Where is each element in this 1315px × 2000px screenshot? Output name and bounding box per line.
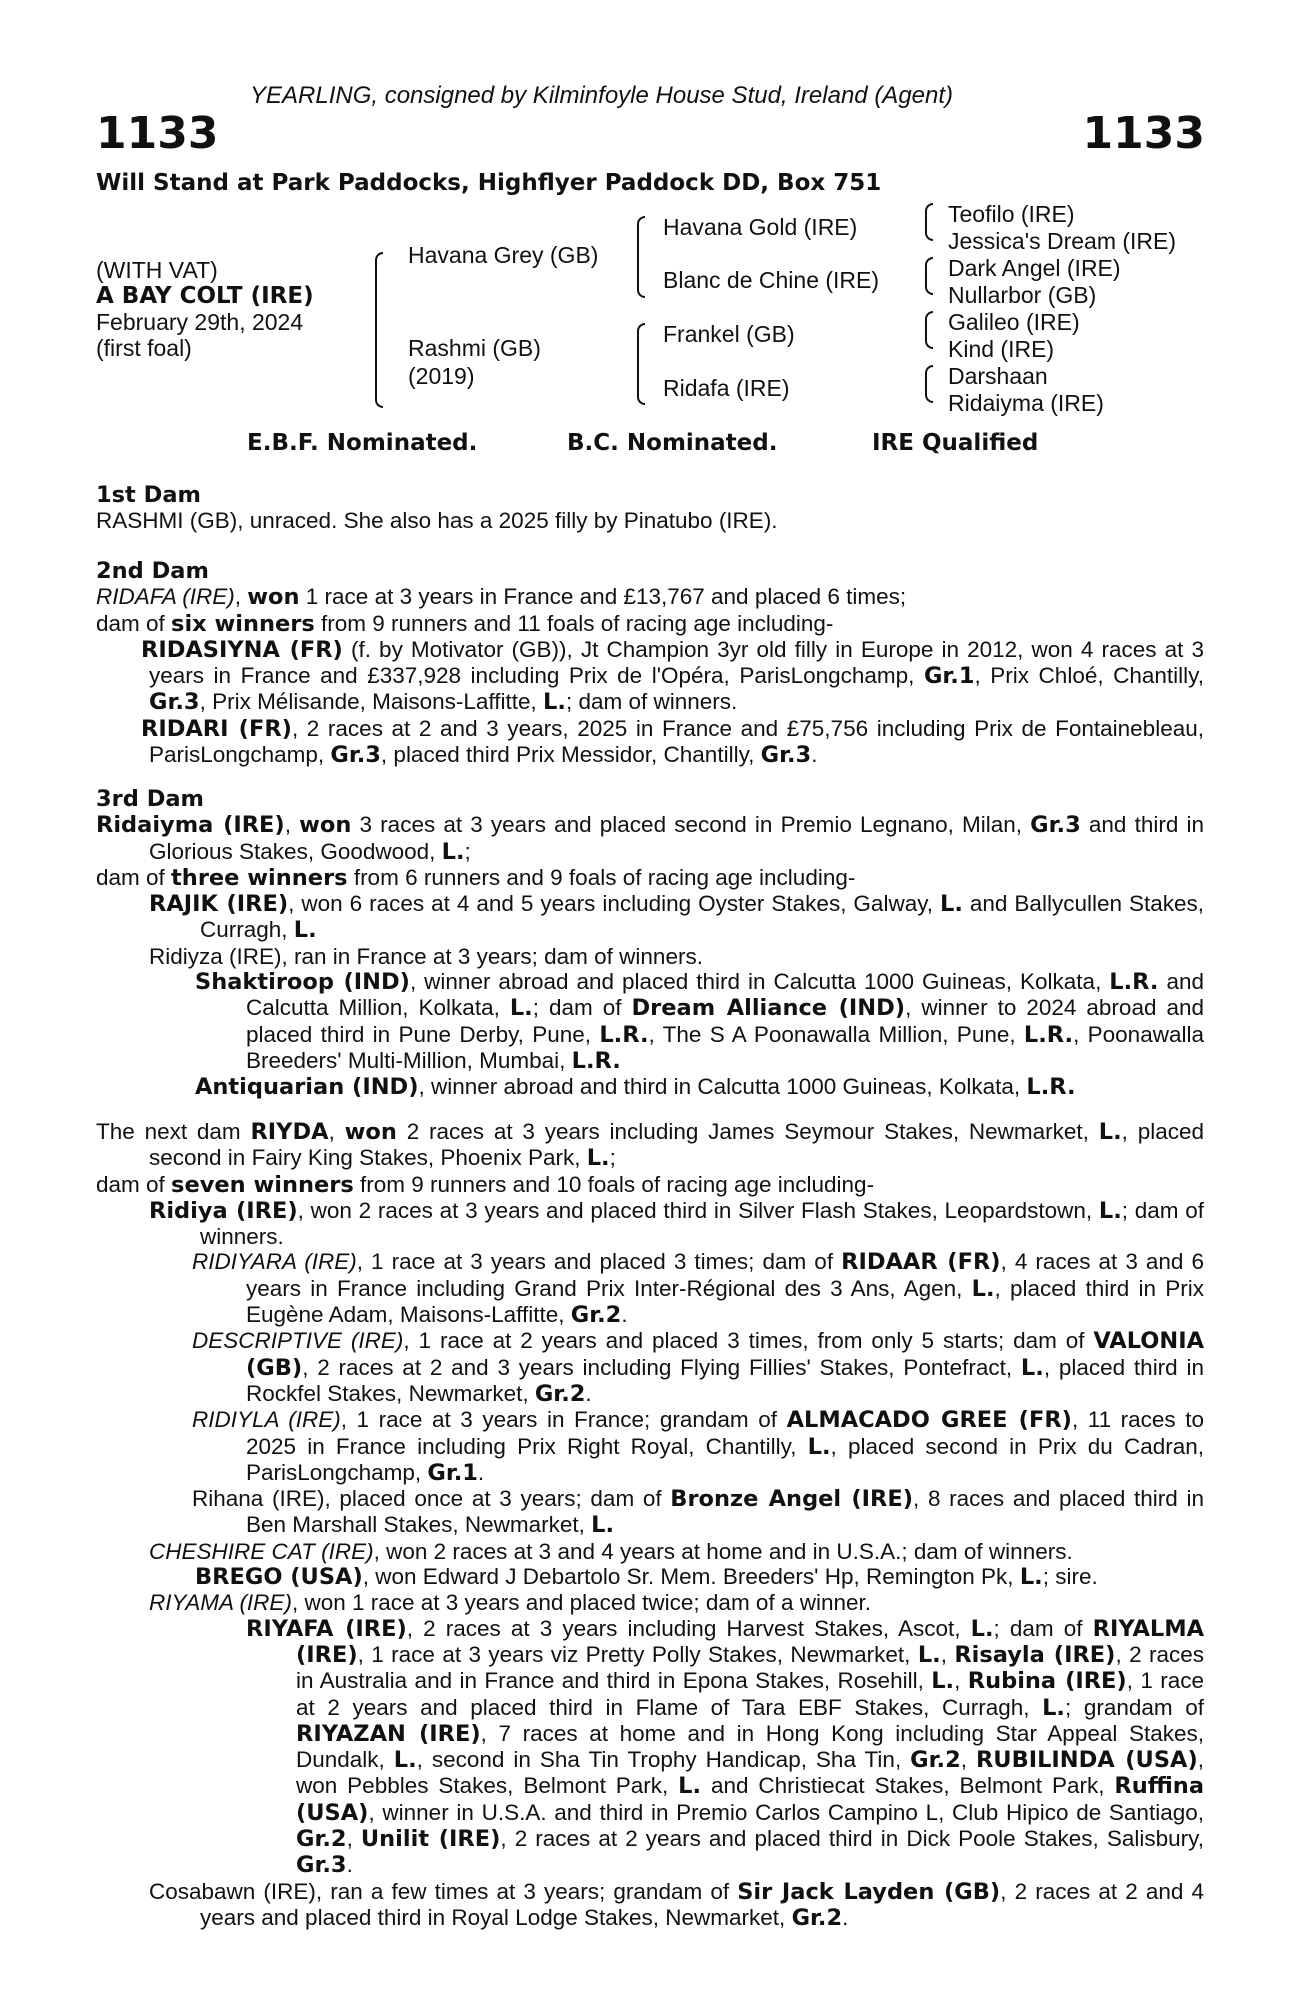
lot-number-right: 1133 (1082, 108, 1205, 159)
grade: Gr.3 (760, 742, 812, 769)
pedigree-dam-sire: Frankel (GB) (663, 321, 795, 347)
text: from 9 runners and 11 foals of racing age including- (314, 610, 834, 636)
grade: L. (970, 1615, 994, 1642)
grade: Gr.3 (296, 1852, 347, 1879)
horse-name: RIYALMA (IRE) (296, 1615, 1205, 1668)
text: , 2 races at 2 and 3 years, 2025 in France and £75,756 including Prix de Fontainebleau, ParisLongchamp, (149, 715, 1204, 768)
vat-note: (WITH VAT) (96, 257, 218, 283)
pedigree-dss: Galileo (IRE) (948, 309, 1080, 335)
catalogue-subtitle: YEARLING, consigned by Kilminfoyle House Stud, Ireland (Agent) (250, 82, 954, 109)
grade: L. (509, 995, 533, 1022)
grade: L. (807, 1433, 831, 1460)
text: , (960, 1747, 976, 1773)
lot-number-left: 1133 (96, 108, 219, 159)
second-dam-section (96, 559, 1204, 768)
ebf-nominated: E.B.F. Nominated. (247, 430, 478, 456)
text: , 7 races at home and in Hong Kong including Star Appeal Stakes, Dundalk, (296, 1720, 1204, 1773)
text: , winner to 2024 abroad and placed third in Pune Derby, Pune, (246, 995, 1204, 1047)
text: , 1 race at 2 years and placed third in Flame of Tara EBF Stakes, Curragh, (296, 1668, 1204, 1720)
text: . (477, 1459, 485, 1485)
text: The next dam (96, 1119, 251, 1144)
text: and Ballycullen Stakes, Curragh, (200, 891, 1205, 943)
horse-name: BREGO (USA) (195, 1564, 363, 1591)
text: , winner abroad and third in Calcutta 1000 Guineas, Kolkata, (418, 1074, 1027, 1100)
progeny-entry (96, 1616, 1204, 1879)
grade: Gr.3 (1030, 812, 1081, 839)
text: , 1 race at 2 years and placed 3 times, from only 5 starts; dam of (403, 1328, 1094, 1354)
pedigree-ddd: Ridaiyma (IRE) (948, 390, 1104, 416)
text: , (346, 1826, 361, 1852)
first-dam-text: RASHMI (GB), unraced. She also has a 2025 filly by Pinatubo (IRE). (96, 508, 778, 534)
progeny-entry (96, 1879, 1204, 1932)
grade: Gr.2 (296, 1826, 347, 1853)
grade: L. (1019, 1564, 1043, 1591)
pedigree-ssd: Jessica's Dream (IRE) (948, 228, 1177, 254)
grade: Gr.2 (570, 1302, 622, 1329)
text: , second in Sha Tin Trophy Handicap, Sha Tin, (416, 1747, 911, 1773)
text: and Calcutta Million, Kolkata, (246, 969, 1204, 1021)
text: ; dam of (532, 995, 632, 1021)
grade: Gr.2 (791, 1904, 843, 1931)
text: , won 2 races at 3 years and placed third in Silver Flash Stakes, Leopardstown, (297, 1197, 1099, 1223)
text: dam of (96, 610, 172, 636)
horse-name: VALONIA (GB) (246, 1328, 1204, 1381)
first-dam-section (96, 483, 1204, 534)
text: , won 1 race at 3 years and placed twice; dam of a winner. (291, 1590, 872, 1616)
text: from 9 runners and 10 foals of racing age including- (353, 1171, 875, 1197)
grade: L. (971, 1275, 995, 1302)
progeny-entry (96, 891, 1204, 944)
text: , Poonawalla Breeders' Multi-Million, Mumbai, (246, 1021, 1204, 1073)
won-label: won (299, 812, 352, 839)
pedigree-bracket (925, 257, 933, 295)
text: and Christiecat Stakes, Belmont Park, (701, 1773, 1115, 1799)
horse-name: RUBILINDA (USA) (975, 1747, 1198, 1774)
grade: L.R. (1023, 1021, 1074, 1048)
text: , Prix Chloé, Chantilly, (974, 663, 1204, 689)
grade: L. (931, 1668, 955, 1695)
stand-location: Will Stand at Park Paddocks, Highflyer Paddock DD, Box 751 (96, 170, 882, 196)
text: ; dam of winners. (565, 689, 738, 715)
text: dam of (96, 1171, 172, 1197)
grade: L. (543, 689, 566, 716)
pedigree-bracket (925, 311, 933, 349)
text: , 2 races at 2 and 4 years and placed third in Royal Lodge Stakes, Newmarket, (200, 1878, 1204, 1930)
text: ; dam of winners. (200, 1197, 1204, 1250)
grade: L. (591, 1512, 615, 1539)
second-dam-line (96, 584, 1204, 610)
separator: , (234, 584, 248, 610)
text: , The S A Poonawalla Million, Pune, (648, 1021, 1024, 1047)
text: and third in Glorious Stakes, Goodwood, (149, 812, 1204, 864)
pedigree-sds: Dark Angel (IRE) (948, 255, 1121, 281)
horse-name: RIYAFA (IRE) (246, 1615, 407, 1642)
grade: L.R. (1026, 1074, 1076, 1101)
text: . (346, 1852, 353, 1878)
grade: L. (586, 1145, 610, 1172)
grade: Gr.2 (910, 1747, 961, 1774)
separator: , (284, 812, 300, 838)
second-dam-heading: 2nd Dam (96, 558, 209, 584)
pedigree-sire-dam: Blanc de Chine (IRE) (663, 267, 880, 293)
text: (f. by Motivator (GB)), Jt Champion 3yr old filly in Europe in 2012, won 4 races at 3 years in France and £337,928 including Prix de l'Opéra, ParisLongchamp, (149, 636, 1205, 689)
progeny-entry: Ridiyza (IRE), ran in France at 3 years; dam of winners. (149, 943, 703, 969)
pedigree-dam-dam: Ridafa (IRE) (663, 375, 790, 401)
text: 2 races at 3 years including James Seymour Stakes, Newmarket, (396, 1119, 1099, 1144)
text: , 2 races at 2 and 3 years including Flying Fillies' Stakes, Pontefract, (302, 1354, 1021, 1380)
horse-name: RIDIYARA (IRE) (192, 1249, 357, 1275)
text: ; grandam of (1064, 1694, 1204, 1720)
pedigree-dsd: Kind (IRE) (948, 336, 1055, 362)
text: , placed second in Fairy King Stakes, Phoenix Park, (149, 1119, 1204, 1171)
grade: L. (917, 1641, 941, 1668)
progeny-entry (96, 1198, 1204, 1250)
horse-name: RIDASIYNA (FR) (141, 636, 343, 663)
pedigree-bracket (637, 323, 645, 405)
progeny-entry (96, 1564, 1204, 1590)
winners-count: seven winners (171, 1171, 354, 1198)
dam-name: RIDAFA (IRE) (96, 584, 235, 610)
text: ; (609, 1145, 616, 1171)
pedigree-bracket (375, 252, 383, 408)
pedigree-dam: Rashmi (GB) (408, 335, 541, 361)
text: , 1 race at 3 years viz Pretty Polly Stakes, Newmarket, (357, 1641, 918, 1667)
horse-name: Bronze Angel (IRE) (670, 1486, 914, 1513)
horse-name: Dream Alliance (IND) (631, 995, 906, 1022)
horse-name: Shaktiroop (IND) (195, 969, 410, 996)
text: , 2 races at 3 years including Harvest Stakes, Ascot, (406, 1615, 971, 1641)
separator: , (328, 1119, 345, 1144)
horse-name: RIYAZAN (IRE) (296, 1720, 481, 1747)
text: , 2 races in Australia and in France and third in Epona Stakes, Rosehill, (296, 1641, 1204, 1694)
pedigree-bracket (925, 203, 933, 241)
text: . (585, 1380, 592, 1406)
won-label: won (247, 584, 300, 611)
pedigree-dam-year: (2019) (408, 363, 475, 389)
progeny-entry (96, 1074, 1204, 1100)
grade: Gr.1 (923, 663, 975, 690)
next-dam-line (96, 1119, 1204, 1172)
text: , won Pebbles Stakes, Belmont Park, (296, 1747, 1204, 1799)
horse-name: CHESHIRE CAT (IRE) (149, 1538, 374, 1564)
pedigree-sdd: Nullarbor (GB) (948, 282, 1097, 308)
grade: L.R. (571, 1047, 621, 1074)
text: , 1 race at 3 years in France; grandam of (340, 1407, 787, 1433)
third-dam-line (96, 812, 1204, 865)
grade: L. (1098, 1197, 1122, 1224)
dam-name: RIYDA (250, 1119, 329, 1145)
horse-name: Ruffina (USA) (296, 1773, 1205, 1826)
horse-name: ALMACADO GREE (FR) (786, 1407, 1072, 1434)
grade: Gr.3 (330, 742, 381, 769)
next-dam-produce-line (96, 1172, 1204, 1198)
horse-name: RIDAAR (FR) (841, 1249, 1001, 1276)
text: ; dam of (993, 1615, 1093, 1641)
progeny-entry (96, 1407, 1204, 1486)
lot-subject-name: A BAY COLT (IRE) (96, 283, 314, 309)
text: , (940, 1641, 955, 1667)
progeny-entry (96, 1590, 1204, 1615)
horse-name: RIDARI (FR) (141, 715, 292, 742)
third-dam-heading: 3rd Dam (96, 786, 204, 812)
progeny-entry (96, 1249, 1204, 1328)
progeny-entry (96, 1486, 1204, 1539)
grade: Gr.1 (427, 1459, 478, 1486)
text: , winner abroad and placed third in Calcutta 1000 Guineas, Kolkata, (409, 969, 1110, 995)
progeny-entry (96, 716, 1204, 769)
text: , (954, 1668, 968, 1694)
text: , placed second in Prix du Cadran, ParisLongchamp, (246, 1433, 1204, 1485)
grade: L. (1042, 1694, 1065, 1721)
second-dam-produce-line (96, 611, 1204, 637)
text: , 11 races to 2025 in France including Prix Right Royal, Chantilly, (246, 1407, 1205, 1459)
horse-name: Risayla (IRE) (954, 1641, 1116, 1668)
grade: L. (393, 1747, 417, 1774)
third-dam-section (96, 787, 1204, 1101)
race-record: 1 race at 3 years in France and £13,767 and placed 6 times; (299, 584, 907, 610)
grade: Gr.3 (149, 689, 200, 716)
text: ; (464, 838, 471, 864)
pedigree-sire: Havana Grey (GB) (408, 242, 599, 268)
foaling-date: February 29th, 2024 (96, 309, 304, 335)
grade: L. (678, 1773, 702, 1800)
grade: L. (1020, 1354, 1044, 1381)
text: . (842, 1904, 849, 1930)
text: . (621, 1302, 628, 1328)
text: , 2 races at 2 years and placed third in Dick Poole Stakes, Salisbury, (500, 1826, 1204, 1852)
text: from 6 runners and 9 foals of racing age including- (347, 864, 856, 890)
text: , placed third in Rockfel Stakes, Newmarket, (246, 1354, 1204, 1406)
progeny-entry (96, 1539, 1204, 1564)
winners-count: three winners (171, 864, 348, 891)
text: , 4 races at 3 and 6 years in France including Grand Prix Inter-Régional des 3 Ans, Agen, (246, 1249, 1204, 1301)
text: Cosabawn (IRE), ran a few times at 3 years; grandam of (149, 1878, 738, 1904)
grade: L. (441, 838, 465, 865)
text: , placed third Prix Messidor, Chantilly, (380, 742, 761, 768)
horse-name: DESCRIPTIVE (IRE) (192, 1328, 404, 1354)
next-dam-section (96, 1119, 1204, 1931)
third-dam-produce-line (96, 865, 1204, 891)
text: 3 races at 3 years and placed second in Premio Legnano, Milan, (351, 812, 1031, 838)
text: , won 6 races at 4 and 5 years including Oyster Stakes, Galway, (288, 891, 941, 917)
text: , Prix Mélisande, Maisons-Laffitte, (199, 689, 544, 715)
grade: L. (293, 917, 317, 944)
progeny-entry (96, 637, 1204, 716)
first-dam-heading: 1st Dam (96, 482, 201, 508)
dam-name: Ridaiyma (IRE) (96, 812, 285, 839)
grade: L. (1098, 1119, 1122, 1145)
winners-count: six winners (171, 610, 315, 637)
horse-name: Sir Jack Layden (GB) (737, 1878, 1001, 1905)
grade: L.R. (599, 1021, 649, 1048)
horse-name: Unilit (IRE) (360, 1826, 501, 1853)
horse-name: Ridiya (IRE) (149, 1197, 298, 1224)
text: , 1 race at 3 years and placed 3 times; dam of (356, 1249, 842, 1275)
pedigree-sss: Teofilo (IRE) (948, 201, 1075, 227)
text: , placed third in Prix Eugène Adam, Maisons-Laffitte, (246, 1275, 1205, 1328)
horse-name: Rubina (IRE) (967, 1668, 1127, 1695)
grade: L.R. (1109, 969, 1159, 996)
horse-name: RIDIYLA (IRE) (192, 1407, 341, 1433)
text: Rihana (IRE), placed once at 3 years; dam of (192, 1486, 671, 1512)
horse-name: RAJIK (IRE) (149, 891, 289, 918)
text: ; sire. (1042, 1564, 1098, 1590)
text: , 8 races and placed third in Ben Marshall Stakes, Newmarket, (246, 1486, 1204, 1538)
foal-note: (first foal) (96, 335, 192, 361)
progeny-entry (96, 969, 1204, 1074)
text: , won Edward J Debartolo Sr. Mem. Breeders' Hp, Remington Pk, (362, 1564, 1020, 1590)
text: , won 2 races at 3 and 4 years at home and in U.S.A.; dam of winners. (373, 1538, 1073, 1564)
won-label: won (344, 1119, 397, 1145)
horse-name: RIYAMA (IRE) (149, 1590, 292, 1616)
text: , winner in U.S.A. and third in Premio Carlos Campino L, Club Hipico de Santiago, (368, 1799, 1204, 1825)
bc-nominated: B.C. Nominated. (567, 430, 778, 456)
text: dam of (96, 864, 172, 890)
text: . (811, 742, 818, 768)
progeny-entry (96, 1328, 1204, 1407)
grade: Gr.2 (534, 1380, 586, 1407)
pedigree-bracket (637, 216, 645, 298)
pedigree-dds: Darshaan (948, 363, 1048, 389)
pedigree-sire-sire: Havana Gold (IRE) (663, 214, 858, 240)
horse-name: Antiquarian (IND) (195, 1074, 419, 1101)
pedigree-bracket (925, 365, 933, 403)
ire-qualified: IRE Qualified (872, 430, 1039, 456)
grade: L. (940, 891, 963, 918)
